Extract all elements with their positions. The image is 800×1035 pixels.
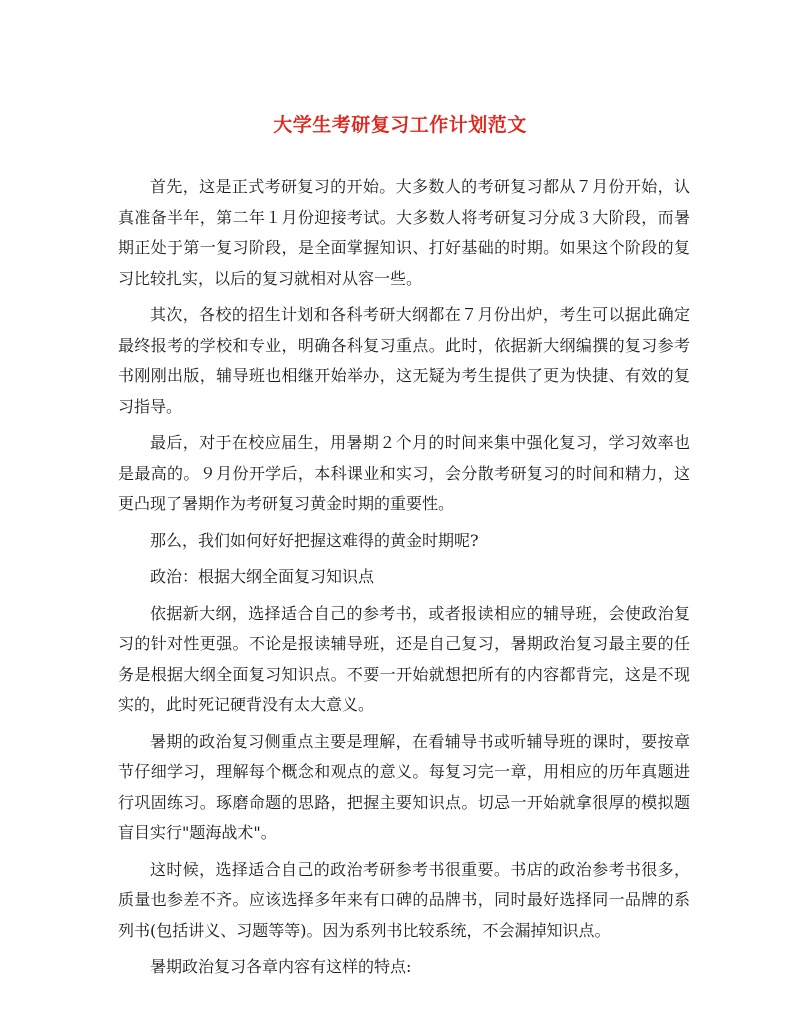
paragraph: 这时候，选择适合自己的政治考研参考书很重要。书店的政治参考书很多，质量也参差不齐。应该选择多年来有口碑的品牌书，同时最好选择同一品牌的系列书(包括讲义、习题等等)。因为系列书比较系统，不会漏掉知识点。 xyxy=(118,859,690,940)
paragraph: 依据新大纲，选择适合自己的参考书，或者报读相应的辅导班，会使政治复习的针对性更强。不论是报读辅导班，还是自己复习，暑期政治复习最主要的任务是根据大纲全面复习知识点。不要一开始就想把所有的内容都背完，这是不现实的，此时死记硬背没有太大意义。 xyxy=(118,603,690,714)
document-body xyxy=(118,172,690,989)
paragraph: 首先，这是正式考研复习的开始。大多数人的考研复习都从７月份开始，认真准备半年，第二年１月份迎接考试。大多数人将考研复习分成３大阶段，而暑期正处于第一复习阶段，是全面掌握知识、打好基础的时期。如果这个阶段的复习比较扎实，以后的复习就相对从容一些。 xyxy=(118,177,690,288)
document-title: 大学生考研复习工作计划范文 xyxy=(273,114,527,136)
paragraph: 其次，各校的招生计划和各科考研大纲都在７月份出炉，考生可以据此确定最终报考的学校和专业，明确各科复习重点。此时，依据新大纲编撰的复习参考书刚刚出版，辅导班也相继开始举办，这无疑为考生提供了更为快捷、有效的复习指导。 xyxy=(118,305,690,416)
paragraph: 最后，对于在校应届生，用暑期２个月的时间来集中强化复习，学习效率也是最高的。９月份开学后，本科课业和实习，会分散考研复习的时间和精力，这更凸现了暑期作为考研复习黄金时期的重要性。 xyxy=(118,433,690,513)
section-heading-politics: 政治：根据大纲全面复习知识点 xyxy=(150,567,375,586)
paragraph: 暑期政治复习各章内容有这样的特点: xyxy=(150,957,412,976)
paragraph: 暑期的政治复习侧重点主要是理解，在看辅导书或听辅导班的课时，要按章节仔细学习，理解每个概念和观点的意义。每复习完一章，用相应的历年真题进行巩固练习。琢磨命题的思路，把握主要知识点。切忌一开始就拿很厚的模拟题盲目实行"题海战术"。 xyxy=(118,731,690,842)
paragraph: 那么，我们如何好好把握这难得的黄金时期呢? xyxy=(150,530,479,550)
